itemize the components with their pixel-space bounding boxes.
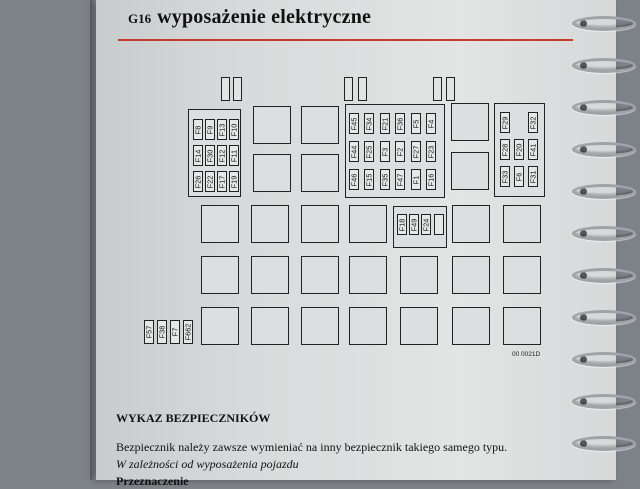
binding-ring xyxy=(572,58,636,73)
binding-ring xyxy=(572,184,636,199)
fuse: F44 xyxy=(349,141,359,162)
fuse: F2 xyxy=(395,141,405,162)
binding-ring xyxy=(572,436,636,451)
relay-cell xyxy=(400,307,438,345)
relay-tab xyxy=(433,77,442,101)
figure-code: 00 0021D xyxy=(512,351,541,358)
fuse: F21 xyxy=(380,113,390,134)
fuse: F4 xyxy=(426,113,436,134)
binding-ring xyxy=(572,226,636,241)
fuse: F25 xyxy=(364,141,374,162)
relay-cell xyxy=(301,256,339,294)
binding-ring xyxy=(572,100,636,115)
fuse: F12 xyxy=(217,145,227,166)
fuse: F22 xyxy=(205,171,215,192)
relay-tab xyxy=(358,77,367,101)
fuse: F8 xyxy=(193,119,203,140)
relay-cell xyxy=(452,256,490,294)
relay-cell xyxy=(349,256,387,294)
fuse: F14 xyxy=(193,145,203,166)
relay-cell xyxy=(201,307,239,345)
fuse: F6 xyxy=(514,166,524,187)
fuse: F49 xyxy=(409,214,419,235)
page-title: wyposażenie elektryczne xyxy=(157,6,372,28)
fuse: F9 xyxy=(205,119,215,140)
section-heading: WYKAZ BEZPIECZNIKÓW xyxy=(116,411,271,425)
fuse: F17 xyxy=(217,171,227,192)
binding-ring xyxy=(572,16,636,31)
relay-tab xyxy=(446,77,455,101)
relay-tab xyxy=(221,77,230,101)
binding-ring xyxy=(572,142,636,157)
fuse: F23 xyxy=(426,141,436,162)
relay-cell xyxy=(251,256,289,294)
relay-cell xyxy=(251,307,289,345)
fuse: F45 xyxy=(349,113,359,134)
fuse: F27 xyxy=(411,141,421,162)
fuse: F31 xyxy=(528,166,538,187)
fuse: F10 xyxy=(229,119,239,140)
fuse: F57 xyxy=(144,320,154,344)
fuse: F38 xyxy=(157,320,167,344)
binding-ring xyxy=(572,394,636,409)
fuse: F20 xyxy=(514,139,524,160)
relay-cell xyxy=(301,205,339,243)
relay-cell xyxy=(301,106,339,144)
relay-cell xyxy=(451,103,489,141)
body-text-line-italic: W zależności od wyposażenia pojazdu xyxy=(116,457,299,471)
fuse: F36 xyxy=(395,113,405,134)
fuse: F15 xyxy=(364,169,374,190)
fuse: F16 xyxy=(426,169,436,190)
fuse: F35 xyxy=(380,169,390,190)
relay-cell xyxy=(253,106,291,144)
fuse: F13 xyxy=(217,119,227,140)
fuse: F32 xyxy=(528,112,538,133)
relay-tab xyxy=(344,77,353,101)
fuse: F26 xyxy=(193,171,203,192)
relay-cell xyxy=(503,307,541,345)
relay-cell xyxy=(349,307,387,345)
fuse: F34 xyxy=(364,113,374,134)
fuse: F19 xyxy=(229,171,239,192)
fuse: F5 xyxy=(411,113,421,134)
relay-cell xyxy=(201,256,239,294)
fuse: F7 xyxy=(170,320,180,344)
fuse: F3 xyxy=(380,141,390,162)
binding-ring xyxy=(572,310,636,325)
header-rule xyxy=(118,39,573,41)
relay-cell xyxy=(503,205,541,243)
fuse: F46 xyxy=(349,169,359,190)
relay-cell xyxy=(452,307,490,345)
binding-ring xyxy=(572,352,636,367)
fuse-empty xyxy=(434,214,444,235)
fuse: F24 xyxy=(421,214,431,235)
relay-cell xyxy=(349,205,387,243)
fuse: F30 xyxy=(205,145,215,166)
fuse: F28 xyxy=(500,139,510,160)
binding-ring xyxy=(572,268,636,283)
relay-cell xyxy=(452,205,490,243)
fuse: F41 xyxy=(528,139,538,160)
relay-cell xyxy=(201,205,239,243)
relay-cell xyxy=(451,152,489,190)
body-text-line: Bezpiecznik należy zawsze wymieniać na inny bezpiecznik takiego samego typu. xyxy=(116,440,508,454)
relay-cell xyxy=(503,256,541,294)
fuse: F11 xyxy=(229,145,239,166)
relay-cell xyxy=(253,154,291,192)
relay-cell xyxy=(400,256,438,294)
relay-tab xyxy=(233,77,242,101)
fuse: F33 xyxy=(500,166,510,187)
fuse: F29 xyxy=(500,112,510,133)
fuse: F18 xyxy=(397,214,407,235)
fuse: F47 xyxy=(395,169,405,190)
page-code: G16 xyxy=(128,11,152,26)
body-text-line-cut: Przeznaczenie xyxy=(116,474,189,488)
page-header xyxy=(128,6,371,36)
fuse: F662 xyxy=(183,320,193,344)
relay-cell xyxy=(301,154,339,192)
relay-cell xyxy=(251,205,289,243)
relay-cell xyxy=(301,307,339,345)
fuse: F1 xyxy=(411,169,421,190)
